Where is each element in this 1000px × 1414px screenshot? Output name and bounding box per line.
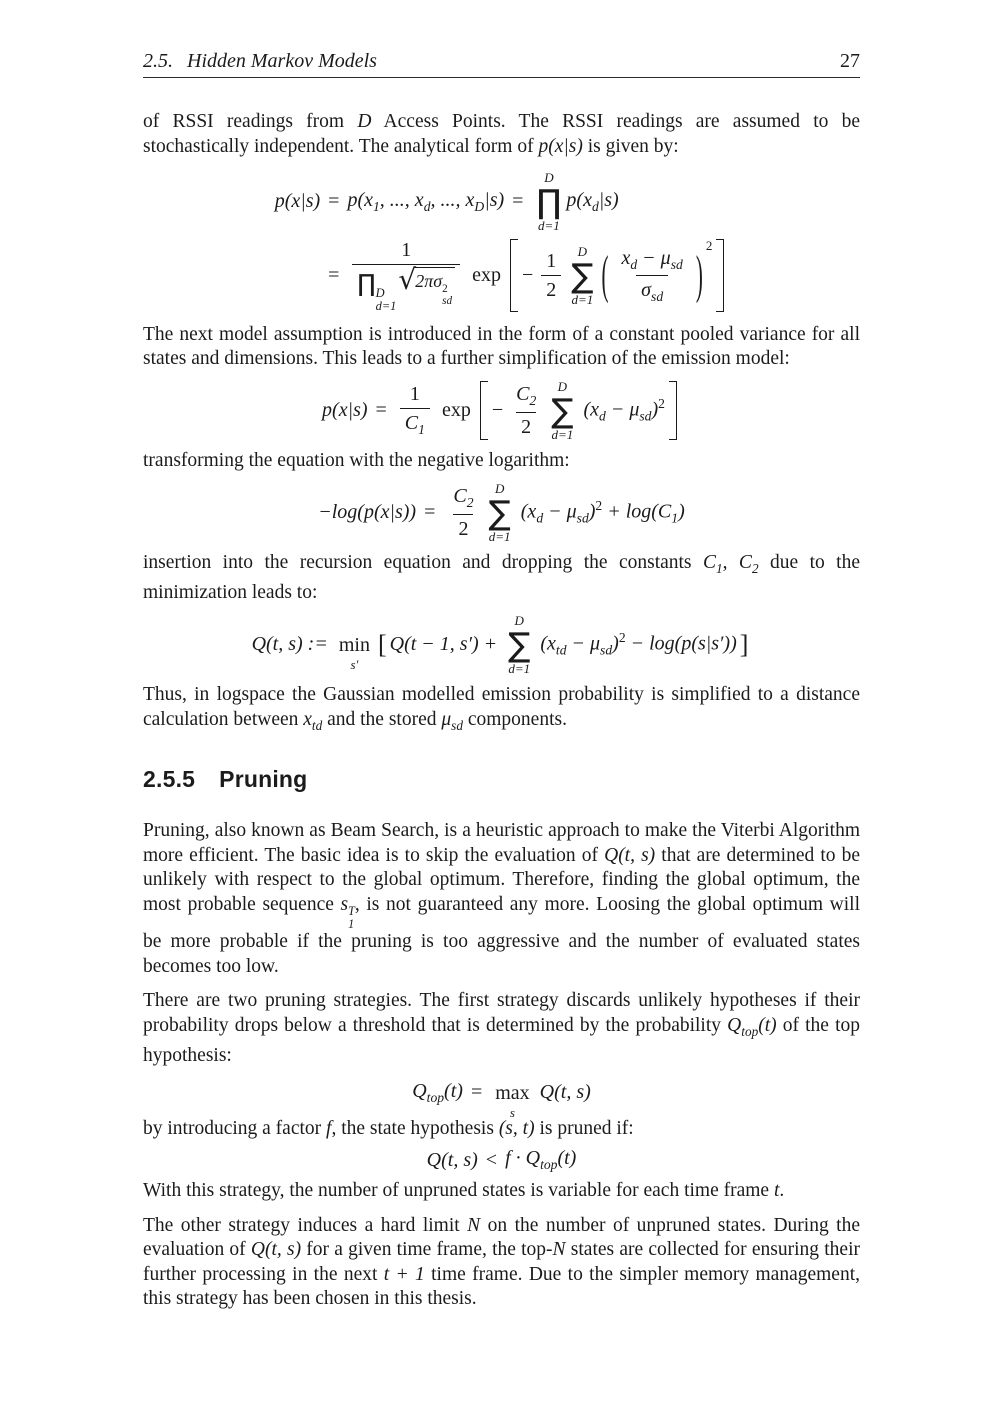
paragraph-neg-log (143, 449, 860, 474)
math-run: x (303, 708, 312, 730)
math-exponent: 2 (705, 238, 713, 254)
fraction: 1 ∏ D d=1 √ 2πσ 2 sd (352, 238, 460, 313)
text-run: by introducing a factor (143, 1117, 327, 1139)
text-run: of the top hypothesis: (143, 1014, 861, 1067)
fraction: $\frac{1}{C_1}$ (400, 382, 430, 438)
math-run: Q(t, s) (250, 1239, 302, 1261)
text-run: The next model assumption is introduced in the form of a constant pooled variance for all states and dimensions. This leads to a further simplification of the emission model: (143, 323, 860, 370)
math-token: $f \cdot Q_{top}(t)$ (505, 1147, 577, 1173)
right-bracket (669, 381, 677, 440)
math-token: exp (472, 264, 501, 287)
heading-title: Pruning (219, 766, 308, 793)
equation-prune-condition (143, 1147, 860, 1173)
math-token: Q(t, s) := (251, 633, 328, 656)
math-token: < (485, 1148, 498, 1171)
paragraph-hard-limit (143, 1214, 860, 1312)
max-operator: max s (495, 1081, 530, 1120)
math-token: Q(t − 1, s′) + (389, 633, 498, 656)
header-rule (143, 77, 860, 78)
left-paren: ( (601, 244, 609, 305)
text-run: on the number of unpruned states. During the evaluation of (143, 1214, 860, 1261)
math-supsub: 2 sd (442, 282, 453, 307)
math-token: = (424, 500, 436, 523)
math-token: p(x|s) (322, 399, 368, 422)
equation-recursion (143, 614, 860, 675)
math-run: t (773, 1180, 780, 1202)
text-run: is given by: (582, 135, 679, 157)
math-token: = (328, 190, 340, 213)
math-run: Q (727, 1014, 742, 1036)
paragraph-variable-states (143, 1179, 860, 1204)
fraction: $\frac{x_d - \mu_{sd}}{\sigma_{sd}}$ (621, 246, 683, 305)
math-token: $(x_d - \mu_{sd})^2$ (583, 396, 665, 424)
math-run: μ (441, 708, 452, 730)
text-run: insertion into the recursion equation and dropping the constants (143, 552, 703, 574)
math-run: t + 1 (383, 1263, 425, 1285)
text-run: transforming the equation with the negative logarithm: (143, 450, 570, 472)
sum-operator: D ∑ d=1 (551, 378, 574, 443)
text-run: that are determined to be unlikely with respect to the global optimum. Therefore, finding the global optimum, the most probable sequence (143, 844, 860, 915)
math-token: −log(p(x|s)) (318, 500, 417, 523)
fraction: $\frac{C_2}{2}$ (453, 485, 474, 540)
math-token: − (521, 264, 534, 287)
text-run: for a given time frame, the top- (301, 1239, 553, 1261)
header-section-number: 2.5. (143, 50, 173, 72)
text-run: due to the minimization leads to: (143, 552, 861, 604)
math-token: = (512, 190, 524, 213)
text-run: Thus, in logspace the Gaussian modelled emission probability is simplified to a distance calculation between (143, 684, 860, 730)
paragraph-rssi-intro (143, 110, 860, 159)
text-run: time frame. Due to the simpler memory management, this strategy has been chosen in this thesis. (143, 1263, 861, 1310)
product-operator: ∏ (357, 269, 376, 298)
math-sub: 1 (715, 560, 723, 576)
sum-operator: D ∑ d=1 (571, 243, 594, 308)
math-run: f (326, 1117, 332, 1139)
right-bracket (716, 239, 724, 312)
paragraph-insertion (143, 551, 860, 606)
math-token: $(x_d - \mu_{sd})^2 + \log(C_1)$ (520, 498, 685, 526)
text-run: states are collected for ensuring their further processing in the next (143, 1239, 860, 1285)
math-token: Q(t, s) (426, 1148, 478, 1171)
math-token: $Q_{top}(t)$ (412, 1079, 463, 1105)
paragraph-strategies (143, 989, 860, 1068)
text-run: With this strategy, the number of unpruned states is variable for each time frame (143, 1180, 774, 1202)
math-run: C (702, 552, 716, 574)
math-run: (s, t) (498, 1117, 535, 1139)
left-bracket: [ (377, 629, 387, 659)
text-run: Pruning, also known as Beam Search, is a heuristic approach to make the Viterbi Algorithm more efficient. The basic idea is to skip the evaluation of (143, 820, 860, 866)
math-sub: td (311, 717, 323, 733)
section-heading (143, 766, 860, 793)
right-bracket: ] (739, 629, 749, 659)
right-paren: ) (695, 244, 703, 305)
text-run: components. (462, 708, 567, 730)
math-token: = (470, 1081, 483, 1104)
min-operator: min s′ (338, 633, 370, 672)
text-run: . (779, 1180, 785, 1202)
equation-emission-gaussian (275, 171, 729, 313)
math-run: p(x|s) (538, 135, 583, 157)
equation-negative-log (143, 482, 860, 543)
product-operator: D ∏ d=1 (536, 170, 562, 234)
math-run: N (467, 1214, 481, 1236)
radical: √ 2πσ 2 sd (398, 267, 455, 307)
math-token: exp (441, 399, 471, 422)
text-run: There are two pruning strategies. The first strategy discards unlikely hypotheses if their probability drops below a threshold that is determined by the probability (143, 990, 860, 1036)
fraction: $\frac{C_2}{2}$ (516, 383, 537, 438)
math-run: (t) (758, 1014, 777, 1036)
heading-number: 2.5.5 (143, 766, 196, 793)
math-token: Q(t, s) (539, 1081, 591, 1104)
text-run: is pruned if: (534, 1117, 634, 1139)
sum-operator: D ∑ d=1 (508, 612, 531, 677)
paragraph-pooled-variance (143, 323, 860, 372)
math-run: N (552, 1239, 566, 1261)
math-token: $p(x_d|s)$ (566, 188, 619, 214)
left-bracket (510, 239, 518, 312)
paragraph-logspace (143, 683, 860, 738)
math-run: C (738, 552, 752, 574)
text-run: and the stored (322, 708, 442, 730)
header-section-title: Hidden Markov Models (187, 50, 377, 72)
math-token: = (375, 399, 387, 422)
math-token: − (491, 399, 504, 422)
math-sub: 2 (751, 560, 759, 576)
text-run: , (722, 552, 739, 574)
equation-line (320, 238, 728, 313)
text-run: of RSSI readings from (143, 111, 358, 132)
math-token: $p(x_1$, ..., $x_d$, ..., $x_D|s$) (347, 188, 505, 214)
sum-operator: D ∑ d=1 (488, 480, 511, 545)
math-run: D (357, 111, 372, 132)
paragraph-factor (143, 1117, 860, 1142)
text-run: , is not guaranteed any more. Loosing the global optimum will be more probable if the pruning is too aggressive and the number of evaluated states becomes too low. (143, 893, 860, 977)
math-run: s (340, 893, 349, 915)
paragraph-pruning-intro (143, 819, 860, 979)
text-run: Access Points. The RSSI readings are assumed to be stochastically independent. The analytical form of (143, 111, 860, 157)
text-run: , the state hypothesis (331, 1117, 499, 1139)
math-token: = (328, 264, 340, 287)
math-token: $(x_{td} - \mu_{sd})^2 - \log(p(s|s'))$ (540, 630, 737, 658)
running-header (143, 50, 860, 73)
math-sub: sd (451, 717, 463, 733)
equation-qtop (143, 1075, 860, 1120)
fraction: $\frac{1}{2}$ (541, 249, 561, 302)
equation-emission-simplified (143, 380, 860, 441)
math-run: Q(t, s) (604, 844, 656, 866)
math-supsub: D d=1 (375, 285, 397, 313)
equation-line (320, 171, 619, 232)
left-bracket (480, 381, 488, 440)
math-supsub: T 1 (348, 904, 355, 931)
header-section (143, 50, 377, 73)
math-sub: top (741, 1023, 759, 1039)
math-token: p(x|s) (274, 190, 321, 213)
text-run: The other strategy induces a hard limit (143, 1214, 468, 1236)
page-number: 27 (840, 50, 860, 72)
